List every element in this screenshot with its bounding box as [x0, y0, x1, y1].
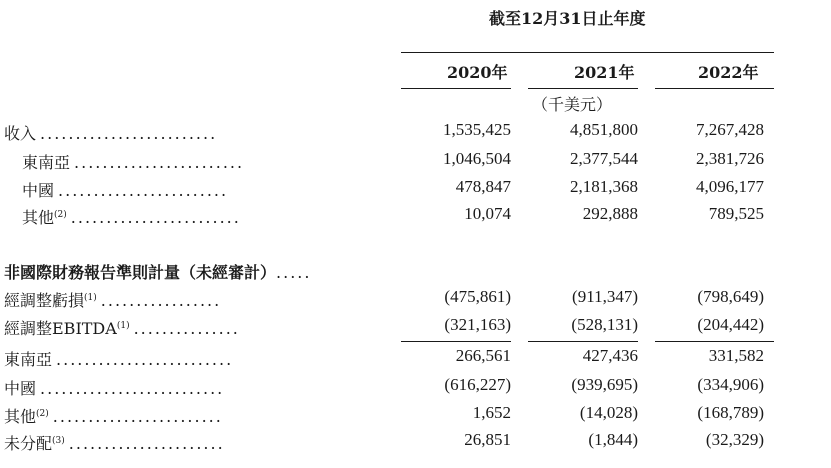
row-label-text: 其他	[22, 208, 55, 227]
non-ifrs-value-2020: (475,861)	[444, 287, 511, 306]
year-underline-2020	[401, 88, 511, 89]
row-label-text: 東南亞	[22, 153, 71, 172]
non-ifrs-row-label	[4, 347, 233, 370]
row-label-text: 中國	[4, 379, 37, 398]
non-ifrs-row-label	[4, 376, 224, 399]
ebitda-underline-2020	[401, 341, 511, 342]
leader-dots: ........................	[52, 407, 223, 426]
revenue-value-2022: 789,525	[708, 204, 764, 223]
non-ifrs-value-2021: 427,436	[582, 346, 638, 365]
non-ifrs-value-2021: (14,028)	[579, 403, 638, 422]
section-title	[4, 260, 311, 283]
revenue-value-2020: 1,046,504	[443, 149, 511, 168]
non-ifrs-value-2020: 266,561	[455, 346, 511, 365]
revenue-value-2021: 2,377,544	[570, 149, 638, 168]
year-underline-2022	[655, 88, 774, 89]
leader-dots: .........................	[40, 124, 218, 143]
non-ifrs-value-2022: (168,789)	[697, 403, 764, 422]
leader-dots: .................	[100, 291, 222, 310]
year-header-2020: 2020年	[447, 63, 508, 82]
ebitda-underline-2021	[528, 341, 638, 342]
revenue-value-2022: 7,267,428	[696, 120, 764, 139]
row-label-text: 未分配	[4, 434, 53, 453]
revenue-value-2021: 292,888	[582, 204, 638, 223]
year-header-2021: 2021年	[574, 63, 635, 82]
year-header-2022: 2022年	[698, 63, 759, 82]
revenue-value-2021: 4,851,800	[570, 120, 638, 139]
revenue-value-2020: 478,847	[455, 177, 511, 196]
section-title-text: 非國際財務報告準則計量（未經審計）	[4, 263, 277, 282]
leader-dots: ..........................	[40, 379, 225, 398]
non-ifrs-value-2020: 1,652	[472, 403, 511, 422]
non-ifrs-row-label	[4, 316, 240, 339]
non-ifrs-value-2022: (798,649)	[697, 287, 764, 306]
non-ifrs-value-2021: (528,131)	[571, 315, 638, 334]
period-header: 截至12月31日止年度	[489, 9, 646, 28]
non-ifrs-value-2020: (321,163)	[444, 315, 511, 334]
revenue-value-2020: 1,535,425	[443, 120, 511, 139]
row-label-text: 經調整EBITDA	[4, 319, 117, 338]
revenue-row-label	[22, 205, 241, 228]
footnote-marker: (2)	[36, 409, 49, 419]
footnote-marker: (1)	[84, 293, 97, 303]
footnote-marker: (3)	[52, 436, 65, 446]
non-ifrs-value-2020: 26,851	[464, 430, 511, 449]
unit-label: （千美元）	[532, 95, 613, 114]
revenue-value-2022: 2,381,726	[696, 149, 764, 168]
leader-dots: ........................	[74, 153, 245, 172]
row-label-text: 其他	[4, 407, 37, 426]
non-ifrs-value-2022: (204,442)	[697, 315, 764, 334]
non-ifrs-value-2020: (616,227)	[444, 375, 511, 394]
leader-dots: ......................	[68, 434, 225, 453]
non-ifrs-value-2022: 331,582	[708, 346, 764, 365]
section-dots: .....	[276, 263, 312, 282]
leader-dots: ........................	[70, 208, 241, 227]
non-ifrs-value-2021: (939,695)	[571, 375, 638, 394]
revenue-row-label	[4, 121, 217, 144]
non-ifrs-row-label	[4, 431, 225, 454]
row-label-text: 東南亞	[4, 350, 53, 369]
revenue-value-2020: 10,074	[464, 204, 511, 223]
revenue-value-2022: 4,096,177	[696, 177, 764, 196]
leader-dots: .........................	[56, 350, 234, 369]
period-underline	[401, 52, 774, 53]
non-ifrs-value-2022: (32,329)	[705, 430, 764, 449]
row-label-text: 中國	[22, 181, 55, 200]
row-label-text: 收入	[4, 124, 37, 143]
row-label-text: 經調整虧損	[4, 291, 85, 310]
non-ifrs-value-2022: (334,906)	[697, 375, 764, 394]
footnote-marker: (1)	[116, 321, 130, 331]
footnote-marker: (2)	[54, 210, 67, 220]
non-ifrs-row-label	[4, 288, 221, 311]
revenue-row-label	[22, 178, 228, 201]
leader-dots: ........................	[58, 181, 229, 200]
non-ifrs-value-2021: (911,347)	[572, 287, 638, 306]
ebitda-underline-2022	[655, 341, 774, 342]
leader-dots: ...............	[133, 319, 240, 338]
revenue-row-label	[22, 150, 244, 173]
non-ifrs-row-label	[4, 404, 223, 427]
year-underline-2021	[528, 88, 638, 89]
revenue-value-2021: 2,181,368	[570, 177, 638, 196]
non-ifrs-value-2021: (1,844)	[588, 430, 638, 449]
